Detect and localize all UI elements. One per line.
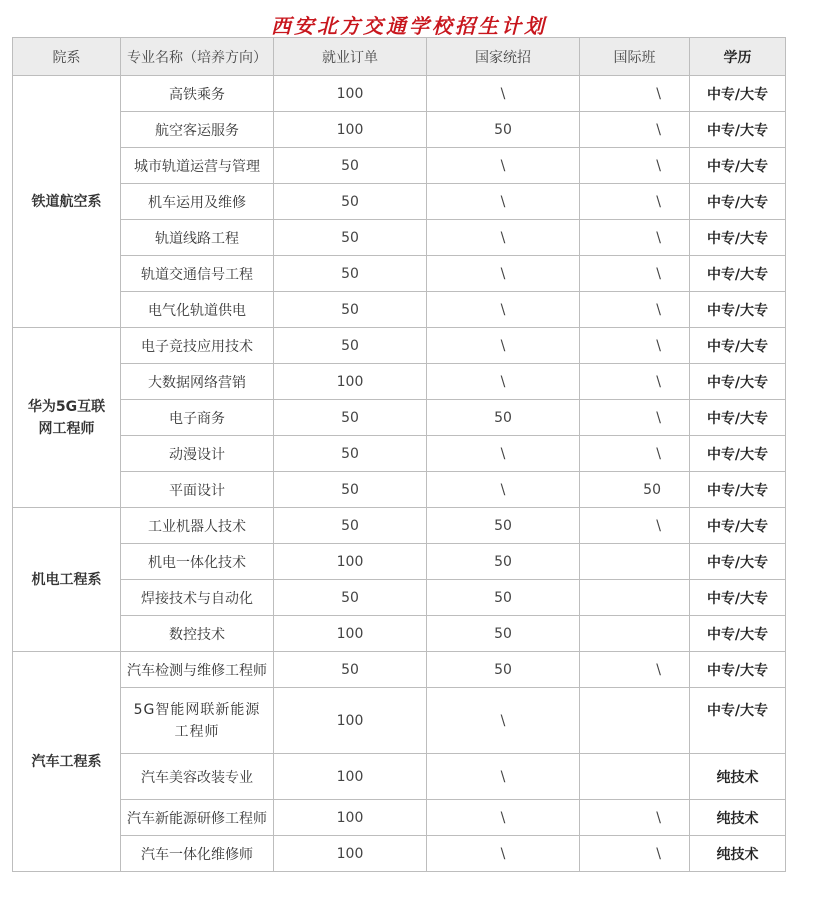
intl-cell [580,754,690,800]
major-cell: 5G智能网联新能源工程师 [121,688,274,754]
table-row [13,256,786,292]
education-cell: 中专/大专 [690,544,786,580]
intl-cell: 50 [580,472,690,508]
table-row [13,652,786,688]
national-cell: 50 [427,508,580,544]
order-cell: 50 [274,508,427,544]
education-cell: 中专/大专 [690,652,786,688]
major-cell: 焊接技术与自动化 [121,580,274,616]
national-cell: \ [427,472,580,508]
education-cell: 纯技术 [690,754,786,800]
major-cell: 电子竞技应用技术 [121,328,274,364]
education-cell: 纯技术 [690,836,786,872]
major-cell: 轨道线路工程 [121,220,274,256]
national-cell: 50 [427,652,580,688]
national-cell: \ [427,256,580,292]
table-row [13,754,786,800]
national-cell: \ [427,836,580,872]
intl-cell: \ [580,220,690,256]
header-national: 国家统招 [427,38,580,76]
national-cell: \ [427,328,580,364]
header-major: 专业名称（培养方向） [121,38,274,76]
intl-cell: \ [580,652,690,688]
education-cell: 中专/大专 [690,112,786,148]
education-cell: 中专/大专 [690,400,786,436]
major-cell: 大数据网络营销 [121,364,274,400]
page-title: 西安北方交通学校招生计划 [271,14,547,38]
table-row [13,472,786,508]
order-cell: 100 [274,76,427,112]
intl-cell: \ [580,400,690,436]
major-cell: 机电一体化技术 [121,544,274,580]
intl-cell: \ [580,76,690,112]
header-education: 学历 [690,38,786,76]
table-row [13,688,786,754]
major-cell: 城市轨道运营与管理 [121,148,274,184]
table-row [13,148,786,184]
table-row [13,328,786,364]
education-cell: 中专/大专 [690,148,786,184]
order-cell: 50 [274,220,427,256]
intl-cell: \ [580,436,690,472]
order-cell: 100 [274,688,427,754]
department-cell: 汽车工程系 [13,652,121,872]
major-cell: 高铁乘务 [121,76,274,112]
table-row [13,580,786,616]
order-cell: 50 [274,580,427,616]
major-cell: 汽车一体化维修师 [121,836,274,872]
intl-cell [580,616,690,652]
header-order: 就业订单 [274,38,427,76]
order-cell: 50 [274,256,427,292]
table-row [13,800,786,836]
order-cell: 50 [274,292,427,328]
department-cell: 华为5G互联网工程师 [13,328,121,508]
intl-cell: \ [580,184,690,220]
national-cell: \ [427,184,580,220]
table-row [13,544,786,580]
intl-cell [580,580,690,616]
order-cell: 100 [274,544,427,580]
national-cell: 50 [427,400,580,436]
intl-cell: \ [580,800,690,836]
national-cell: \ [427,148,580,184]
major-cell: 动漫设计 [121,436,274,472]
education-cell: 中专/大专 [690,292,786,328]
table-row [13,292,786,328]
table-row [13,112,786,148]
order-cell: 50 [274,328,427,364]
intl-cell: \ [580,148,690,184]
order-cell: 100 [274,836,427,872]
national-cell: \ [427,292,580,328]
education-cell: 中专/大专 [690,220,786,256]
table-row [13,220,786,256]
intl-cell: \ [580,364,690,400]
table-row [13,76,786,112]
header-department: 院系 [13,38,121,76]
major-cell: 汽车新能源研修工程师 [121,800,274,836]
major-cell: 机车运用及维修 [121,184,274,220]
major-cell: 平面设计 [121,472,274,508]
table-row [13,184,786,220]
intl-cell: \ [580,328,690,364]
education-cell: 中专/大专 [690,472,786,508]
header-row [13,38,786,76]
table-row [13,364,786,400]
education-cell: 中专/大专 [690,76,786,112]
intl-cell [580,688,690,754]
order-cell: 100 [274,800,427,836]
order-cell: 50 [274,436,427,472]
education-cell: 中专/大专 [690,256,786,292]
education-cell: 中专/大专 [690,328,786,364]
national-cell: \ [427,800,580,836]
order-cell: 100 [274,112,427,148]
order-cell: 100 [274,364,427,400]
table-row [13,400,786,436]
intl-cell: \ [580,112,690,148]
order-cell: 100 [274,616,427,652]
major-cell: 轨道交通信号工程 [121,256,274,292]
intl-cell [580,544,690,580]
header-intl: 国际班 [580,38,690,76]
order-cell: 100 [274,754,427,800]
national-cell: 50 [427,616,580,652]
major-cell: 汽车检测与维修工程师 [121,652,274,688]
major-cell: 汽车美容改装专业 [121,754,274,800]
education-cell: 中专/大专 [690,436,786,472]
education-cell: 中专/大专 [690,508,786,544]
national-cell: \ [427,364,580,400]
major-cell: 电气化轨道供电 [121,292,274,328]
order-cell: 50 [274,148,427,184]
order-cell: 50 [274,400,427,436]
order-cell: 50 [274,472,427,508]
department-cell: 铁道航空系 [13,76,121,328]
national-cell: \ [427,436,580,472]
national-cell: 50 [427,112,580,148]
education-cell: 中专/大专 [690,364,786,400]
major-cell: 航空客运服务 [121,112,274,148]
education-cell: 中专/大专 [690,184,786,220]
order-cell: 50 [274,652,427,688]
intl-cell: \ [580,508,690,544]
intl-cell: \ [580,292,690,328]
table-row [13,436,786,472]
order-cell: 50 [274,184,427,220]
national-cell: \ [427,76,580,112]
table-row [13,836,786,872]
table-row [13,616,786,652]
major-cell: 工业机器人技术 [121,508,274,544]
national-cell: \ [427,754,580,800]
major-cell: 电子商务 [121,400,274,436]
table-row [13,508,786,544]
education-cell: 纯技术 [690,800,786,836]
national-cell: \ [427,688,580,754]
enrollment-table [12,37,786,872]
national-cell: 50 [427,544,580,580]
major-cell: 数控技术 [121,616,274,652]
intl-cell: \ [580,256,690,292]
intl-cell: \ [580,836,690,872]
education-cell: 中专/大专 [690,580,786,616]
education-cell: 中专/大专 [690,688,786,754]
national-cell: 50 [427,580,580,616]
national-cell: \ [427,220,580,256]
department-cell: 机电工程系 [13,508,121,652]
education-cell: 中专/大专 [690,616,786,652]
